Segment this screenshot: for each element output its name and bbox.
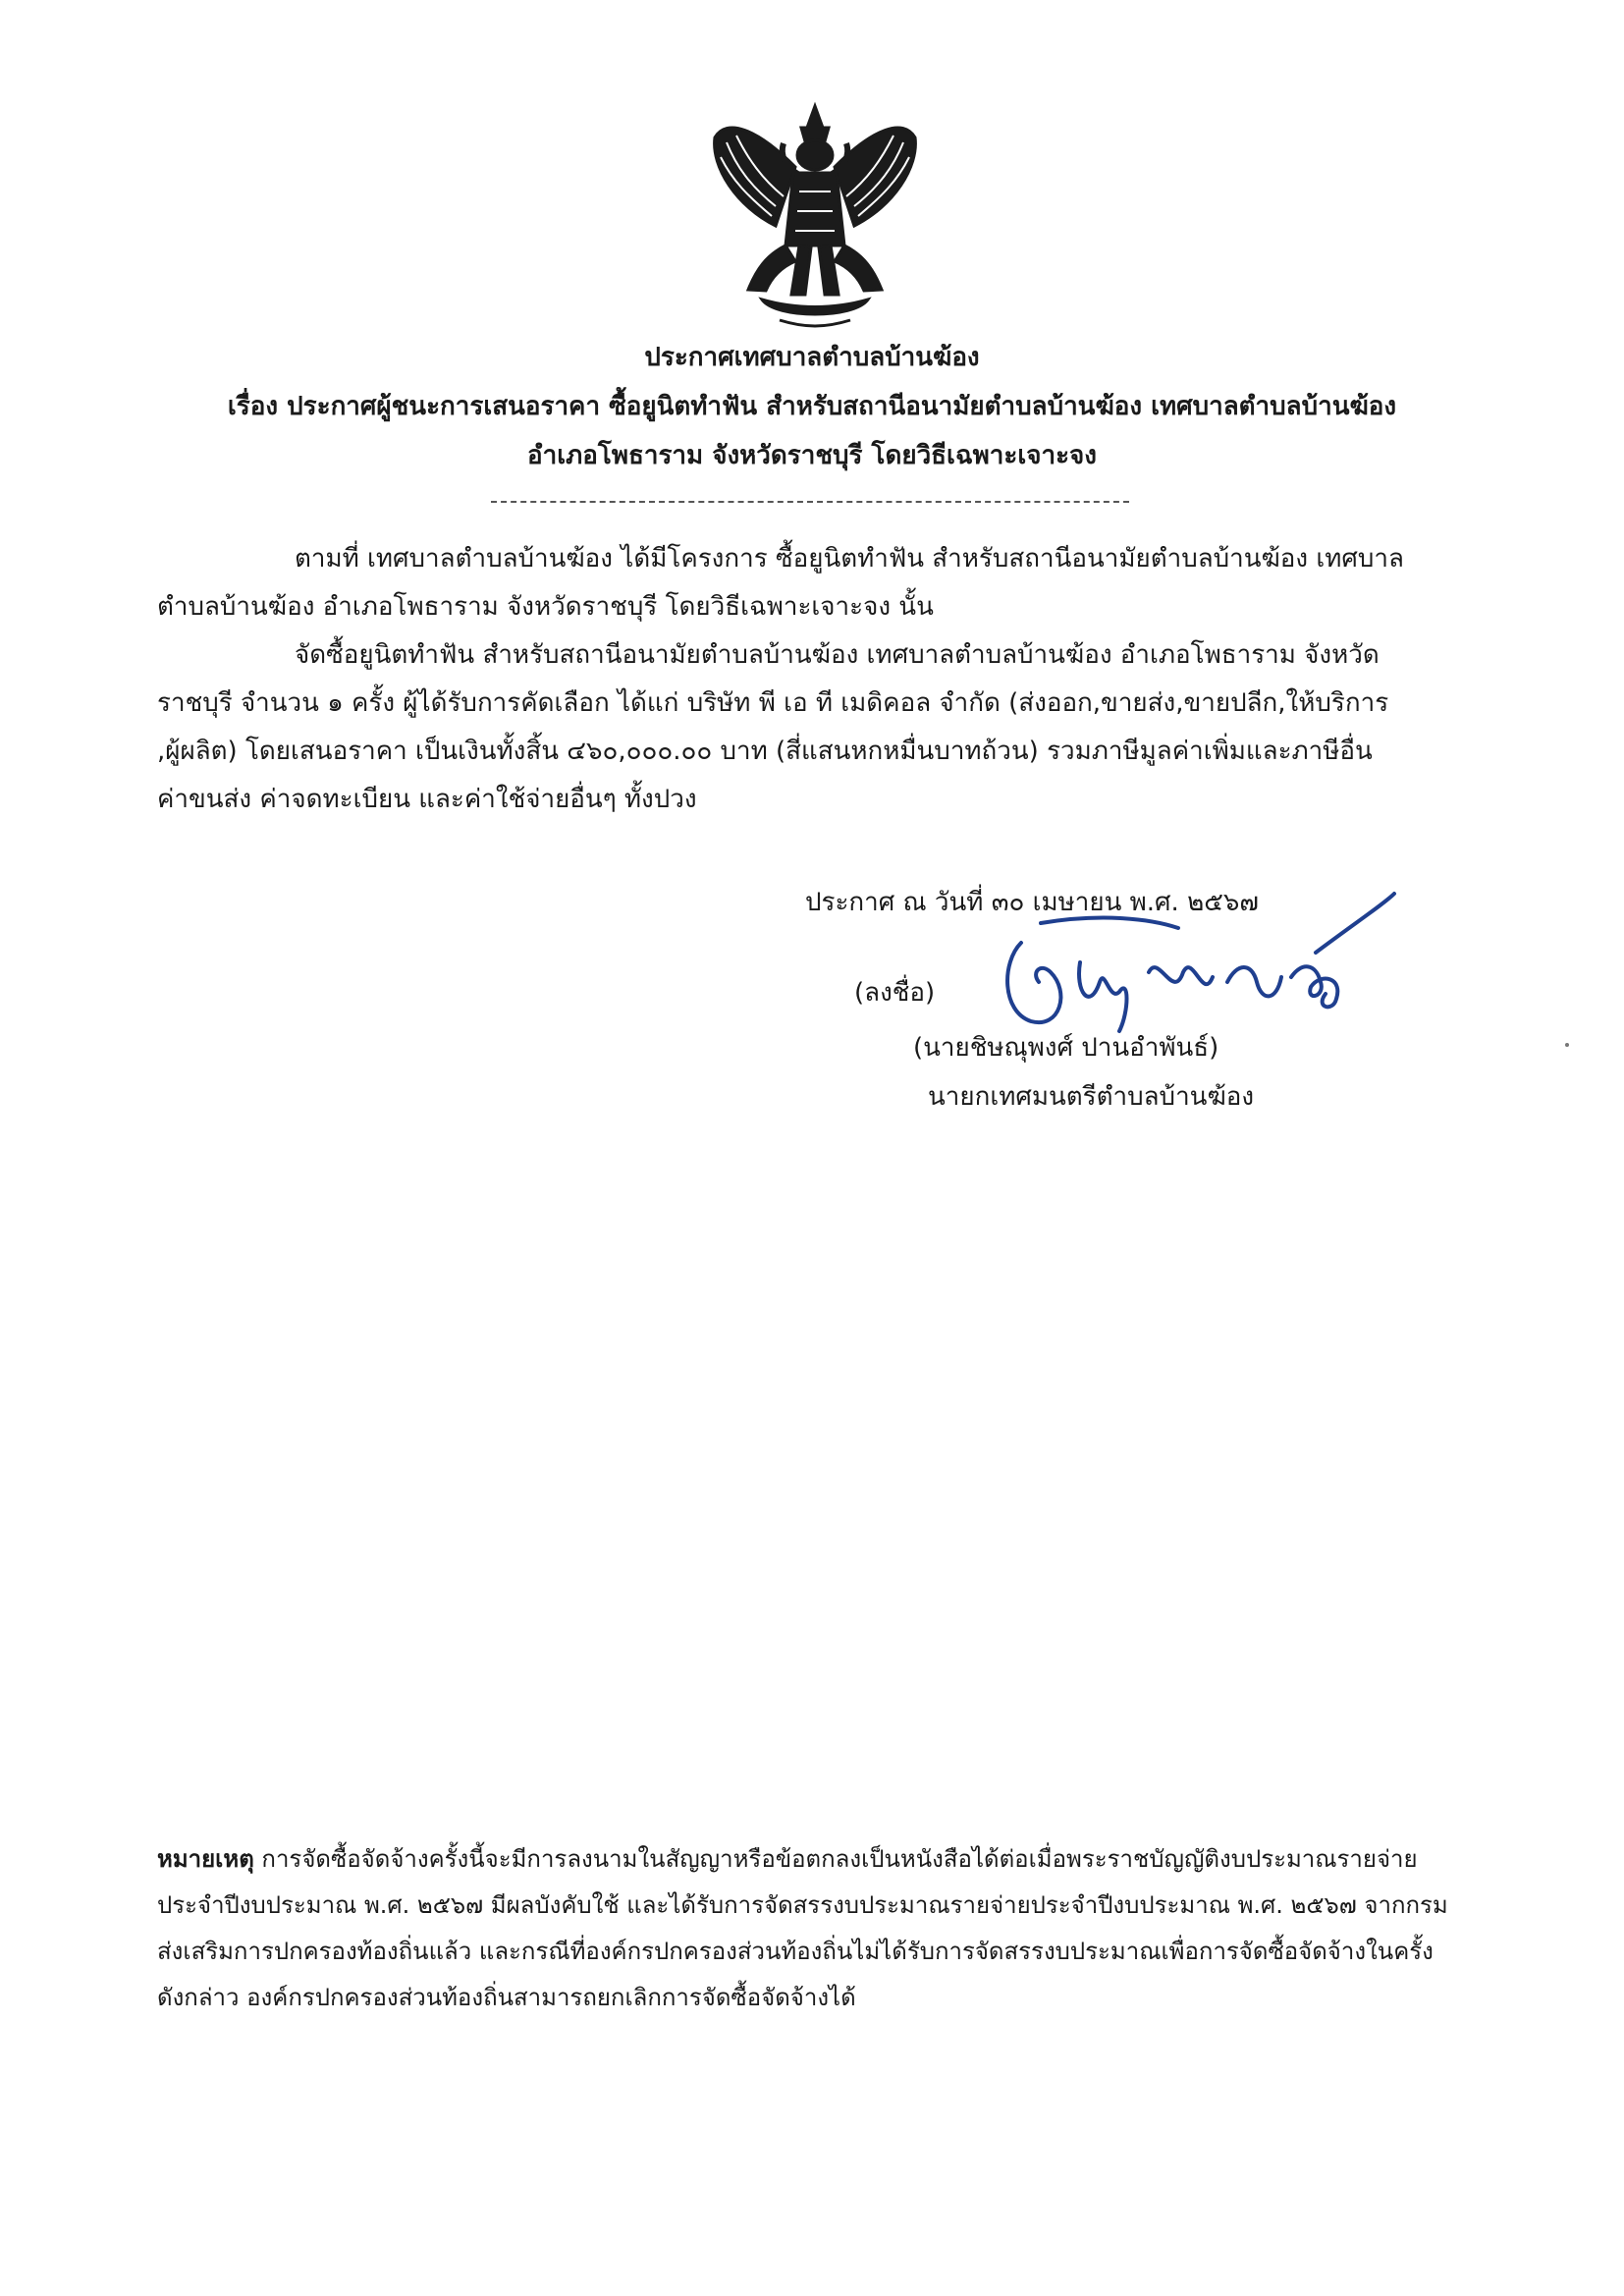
body-paragraph-2-line-4: ค่าขนส่ง ค่าจดทะเบียน และค่าใช้จ่ายอื่นๆ ทั้งปวง: [157, 785, 697, 814]
body-paragraph-2-line-1: จัดซื้อยูนิตทำฟัน สำหรับสถานีอนามัยตำบลบ้านฆ้อง เทศบาลตำบลบ้านฆ้อง อำเภอโพธาราม จังหวัด: [295, 640, 1380, 670]
body-paragraph-2-line-2: ราชบุรี จำนวน ๑ ครั้ง ผู้ได้รับการคัดเลือก ได้แก่ บริษัท พี เอ ที เมดิคอล จำกัด (ส่งออก,ขายส่ง,ขายปลีก,ให้บริการ: [157, 688, 1389, 718]
divider: [491, 501, 1129, 503]
body-paragraph-2-line-3: ,ผู้ผลิต) โดยเสนอราคา เป็นเงินทั้งสิ้น ๔๖๐,๐๐๐.๐๐ บาท (สี่แสนหกหมื่นบาทถ้วน) รวมภาษีมูลค่าเพิ่มและภาษีอื่น: [157, 737, 1373, 766]
note-text-1: การจัดซื้อจัดจ้างครั้งนี้จะมีการลงนามในสัญญาหรือข้อตกลงเป็นหนังสือได้ต่อเมื่อพระราชบัญญัติงบประมาณรายจ่าย: [253, 1845, 1418, 1873]
body-paragraph-1-line-1: ตามที่ เทศบาลตำบลบ้านฆ้อง ได้มีโครงการ ซื้อยูนิตทำฟัน สำหรับสถานีอนามัยตำบลบ้านฆ้อง เทศบาล: [295, 544, 1404, 574]
note-label: หมายเหตุ: [157, 1845, 254, 1873]
garuda-emblem-icon: [697, 98, 933, 334]
announcement-date: ประกาศ ณ วันที่ ๓๐ เมษายน พ.ศ. ๒๕๖๗: [805, 888, 1259, 917]
body-paragraph-1-line-2: ตำบลบ้านฆ้อง อำเภอโพธาราม จังหวัดราชบุรี โดยวิธีเฉพาะเจาะจง นั้น: [157, 592, 934, 622]
note-line-1: [157, 1836, 1418, 1883]
note-line-2: ประจำปีงบประมาณ พ.ศ. ๒๕๖๗ มีผลบังคับใช้ และได้รับการจัดสรรงบประมาณรายจ่ายประจำปีงบประมาณ พ.ศ. ๒๕๖๗ จากกรม: [157, 1891, 1448, 1919]
announcement-title: ประกาศเทศบาลตำบลบ้านฆ้อง: [644, 343, 980, 372]
note-line-4: ดังกล่าว องค์กรปกครองส่วนท้องถิ่นสามารถยกเลิกการจัดซื้อจัดจ้างได้: [157, 1984, 856, 2011]
announcement-subject: เรื่อง ประกาศผู้ชนะการเสนอราคา ซื้อยูนิตทำฟัน สำหรับสถานีอนามัยตำบลบ้านฆ้อง เทศบาลตำบลบ้านฆ้อง: [227, 392, 1397, 421]
handwritten-signature: [982, 884, 1414, 1041]
signatory-name: (นายชิษณุพงศ์ ปานอำพันธ์): [913, 1033, 1219, 1063]
scan-speck: [1565, 1043, 1569, 1047]
signature-label: (ลงชื่อ): [854, 978, 936, 1008]
note-line-3: ส่งเสริมการปกครองท้องถิ่นแล้ว และกรณีที่องค์กรปกครองส่วนท้องถิ่นไม่ได้รับการจัดสรรงบประมาณเพื่อการจัดซื้อจัดจ้างในครั้ง: [157, 1938, 1434, 1965]
signatory-position: นายกเทศมนตรีตำบลบ้านฆ้อง: [928, 1082, 1255, 1112]
announcement-subject-cont: อำเภอโพธาราม จังหวัดราชบุรี โดยวิธีเฉพาะเจาะจง: [527, 441, 1097, 470]
